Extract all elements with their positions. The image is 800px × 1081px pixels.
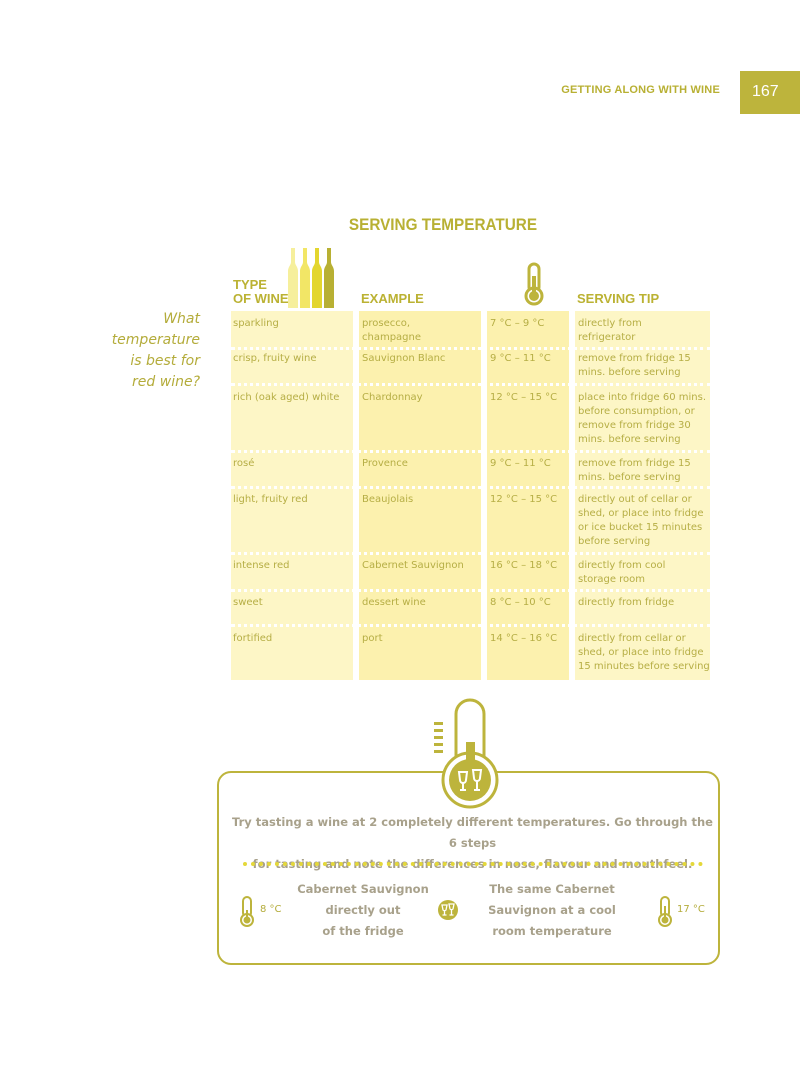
table-title: SERVING TEMPERATURE [348,215,538,234]
cell-wine-type: crisp, fruity wine [233,353,317,364]
column-header-line: TYPE [233,277,267,292]
cell-serving-tip [578,559,665,587]
cell-example [362,317,421,345]
right-temperature: 17 °C [677,904,705,915]
cell-wine-type: intense red [233,560,290,571]
left-temperature: 8 °C [260,904,282,915]
row-separator [231,383,711,386]
column-header-type [233,278,289,306]
comparison-line: Cabernet Sauvignon [297,882,429,896]
row-separator [231,347,711,350]
cell-line: mins. before serving [578,434,681,445]
thermometer-icon [520,262,550,306]
cell-serving-tip [578,352,691,380]
cell-example: Cabernet Sauvignon [362,560,464,571]
cell-wine-type: light, fruity red [233,494,308,505]
cell-line: shed, or place into fridge [578,647,704,658]
comparison-line: Sauvignon at a cool [488,903,616,917]
cell-line: mins. before serving [578,367,681,378]
column-header-serving-tip: SERVING TIP [577,291,660,306]
cell-line: before consumption, or [578,406,695,417]
right-comparison-text [482,879,622,942]
row-separator [231,450,711,453]
cell-serving-tip [578,493,704,549]
cell-line: 15 minutes before serving [578,661,710,672]
tasting-instruction-line: for tasting and note the differences in nose, flavour and mouthfeel. [252,857,693,871]
thermometer-icon [428,698,508,810]
wine-bottles-icon [287,248,337,308]
side-question-line: temperature [111,332,200,348]
tasting-instruction-line: Try tasting a wine at 2 completely different temperatures. Go through the 6 steps [232,815,713,850]
comparison-line: directly out [325,903,401,917]
page-number: 167 [740,71,800,114]
running-header-title: GETTING ALONG WITH WINE [561,84,720,96]
cell-wine-type: rosé [233,458,255,469]
cell-wine-type: rich (oak aged) white [233,392,340,403]
cell-line: directly from cellar or [578,633,686,644]
cell-line: directly out of cellar or [578,494,692,505]
cell-line: prosecco, [362,318,411,329]
wine-glasses-icon [438,900,458,920]
cell-example: port [362,633,383,644]
cell-line: remove from fridge 30 [578,420,691,431]
cell-serving-tip: directly from fridge [578,597,675,608]
dotted-divider [243,862,703,866]
cell-line: refrigerator [578,332,636,343]
cell-line: directly from [578,318,642,329]
column-header-line: OF WINE [233,291,289,306]
cell-example: Chardonnay [362,392,423,403]
cell-temperature: 16 °C – 18 °C [490,560,558,571]
cell-line: champagne [362,332,422,343]
cell-line: mins. before serving [578,472,681,483]
cell-serving-tip [578,317,642,345]
cell-temperature: 14 °C – 16 °C [490,633,558,644]
comparison-line: room temperature [492,924,612,938]
cell-line: place into fridge 60 mins. [578,392,707,403]
cell-wine-type: sparkling [233,318,279,329]
cell-example: Provence [362,458,408,469]
cell-line: or ice bucket 15 minutes [578,522,703,533]
cell-temperature: 7 °C – 9 °C [490,318,545,329]
row-separator [231,624,711,627]
side-question-line: What [163,311,200,327]
left-comparison-text [293,879,433,942]
comparison-line: The same Cabernet [489,882,615,896]
cell-temperature: 8 °C – 10 °C [490,597,551,608]
cell-line: before serving [578,536,651,547]
side-question-line: red wine? [132,374,200,390]
cell-temperature: 9 °C – 11 °C [490,458,551,469]
cell-serving-tip [578,632,710,674]
cell-temperature: 12 °C – 15 °C [490,494,558,505]
cell-line: storage room [578,574,646,585]
column-header-example: EXAMPLE [361,291,424,306]
cell-line: remove from fridge 15 [578,458,691,469]
comparison-line: of the fridge [322,924,404,938]
cell-example: dessert wine [362,597,426,608]
cell-line: remove from fridge 15 [578,353,691,364]
cell-wine-type: fortified [233,633,273,644]
row-separator [231,552,711,555]
row-separator [231,486,711,489]
cell-serving-tip [578,457,691,485]
cell-line: directly from cool [578,560,666,571]
cell-temperature: 12 °C – 15 °C [490,392,558,403]
cell-example: Beaujolais [362,494,414,505]
cell-wine-type: sweet [233,597,263,608]
cell-serving-tip [578,391,706,447]
side-question [90,309,200,393]
side-question-line: is best for [130,353,200,369]
cell-example: Sauvignon Blanc [362,353,446,364]
thermometer-icon [238,896,256,928]
cell-temperature: 9 °C – 11 °C [490,353,551,364]
row-separator [231,589,711,592]
thermometer-icon [656,896,674,928]
cell-line: shed, or place into fridge [578,508,704,519]
